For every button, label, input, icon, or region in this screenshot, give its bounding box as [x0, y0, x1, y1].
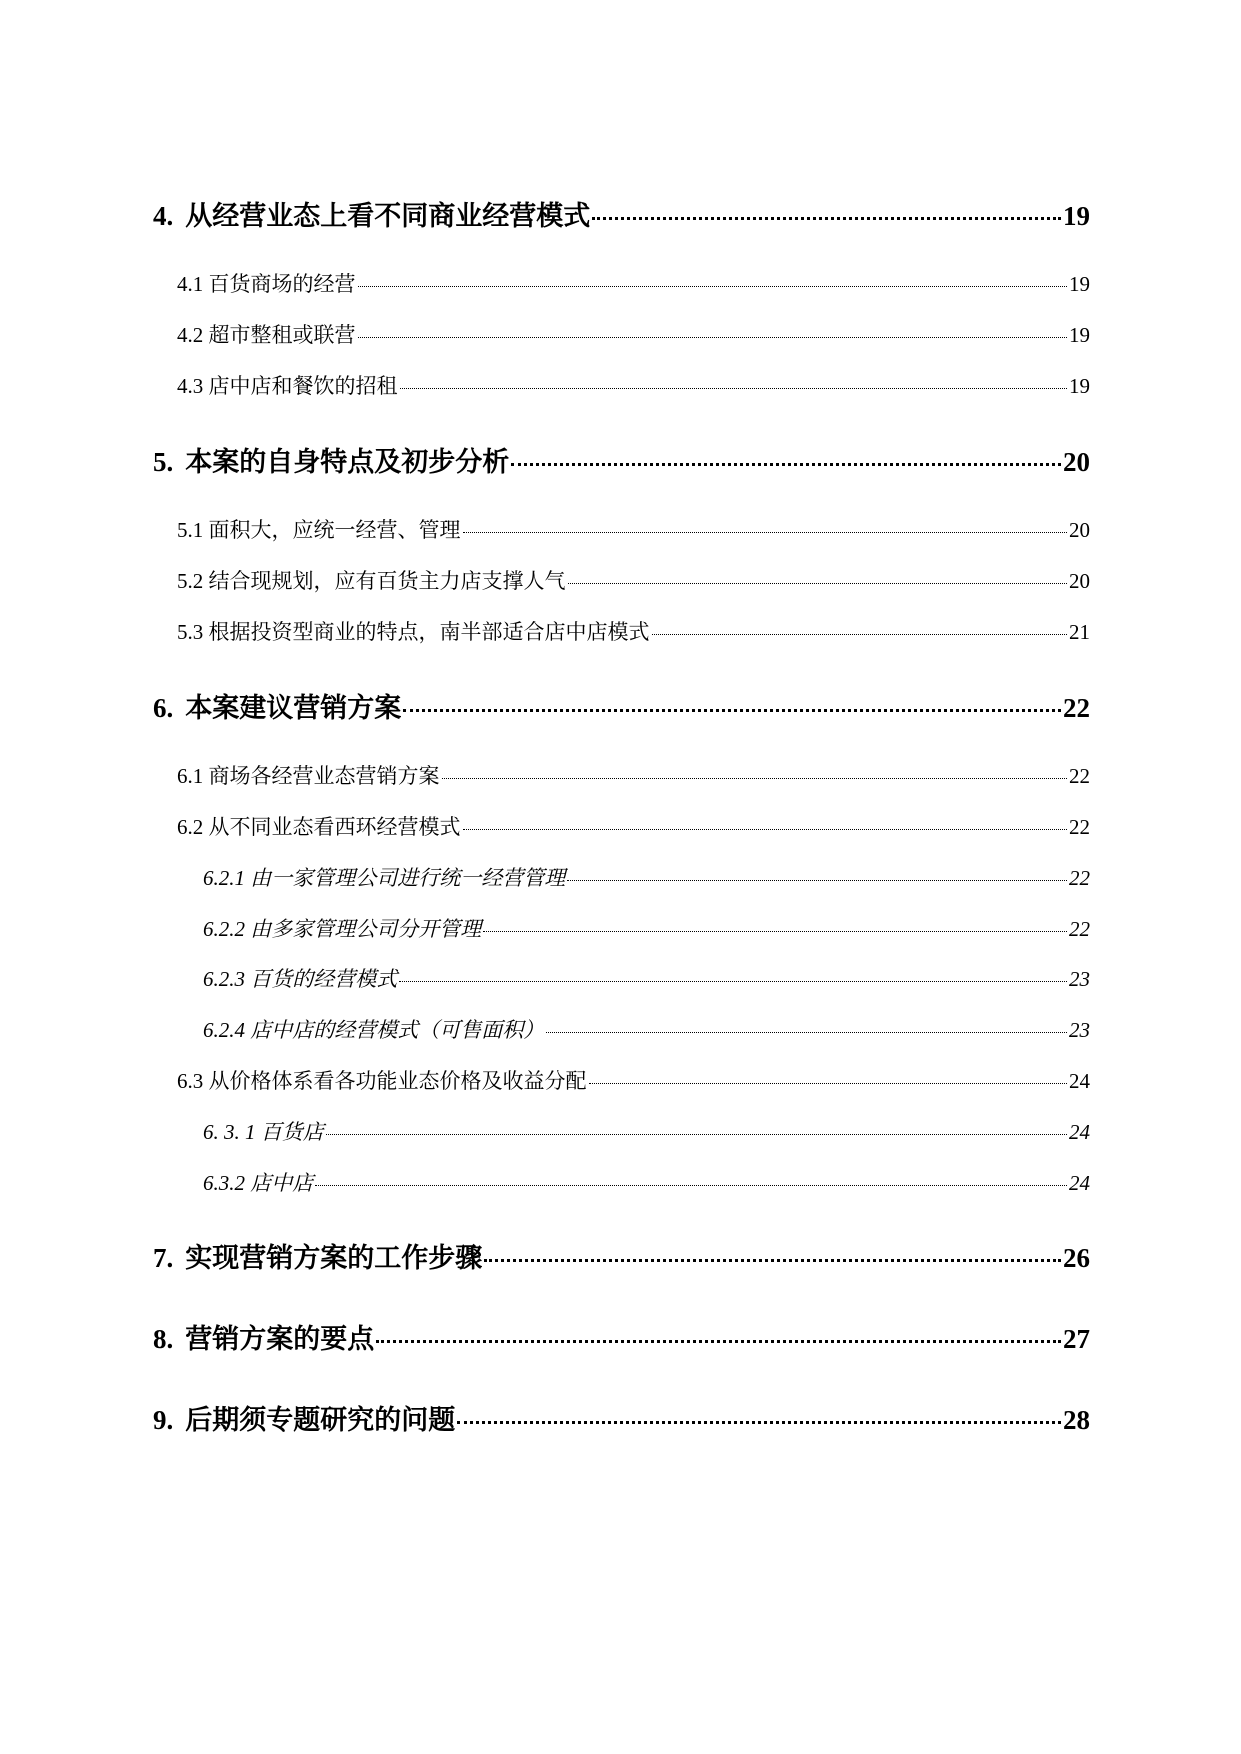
- dot-leader: [326, 1134, 1067, 1135]
- toc-entry-6-3[interactable]: [177, 1065, 1090, 1095]
- toc-entry-page: 24: [1069, 1171, 1090, 1195]
- toc-entry-title: 7. 实现营销方案的工作步骤: [153, 1243, 483, 1273]
- toc-entry-section-4[interactable]: [153, 194, 1090, 233]
- toc-entry-title: 6.2.4 店中店的经营模式（可售面积）: [203, 1018, 545, 1042]
- dot-leader: [546, 1032, 1067, 1033]
- toc-entry-4-3[interactable]: [177, 370, 1090, 400]
- dot-leader: [463, 829, 1068, 830]
- toc-entry-title: 4.2 超市整租或联营: [177, 323, 356, 347]
- toc-entry-title: 8. 营销方案的要点: [153, 1324, 375, 1354]
- dot-leader: [589, 1083, 1068, 1084]
- toc-entry-page: 21: [1069, 620, 1090, 644]
- toc-entry-page: 24: [1069, 1069, 1090, 1093]
- dot-leader: [511, 463, 1061, 466]
- dot-leader: [457, 1421, 1061, 1424]
- toc-entry-page: 19: [1069, 374, 1090, 398]
- dot-leader: [403, 709, 1061, 712]
- toc-entry-6-2-4[interactable]: [203, 1014, 1090, 1044]
- dot-leader: [442, 778, 1068, 779]
- toc-entry-title: 6.2.1 由一家管理公司进行统一经营管理: [203, 866, 566, 890]
- toc-entry-4-2[interactable]: [177, 319, 1090, 349]
- toc-entry-page: 20: [1069, 518, 1090, 542]
- toc-entry-page: 28: [1063, 1405, 1090, 1435]
- toc-entry-page: 20: [1069, 569, 1090, 593]
- toc-entry-6-3-1[interactable]: [203, 1116, 1090, 1146]
- dot-leader: [399, 981, 1067, 982]
- toc-entry-page: 19: [1069, 323, 1090, 347]
- toc-entry-page: 20: [1063, 447, 1090, 477]
- toc-entry-section-8[interactable]: [153, 1317, 1090, 1356]
- toc-entry-6-2[interactable]: [177, 811, 1090, 841]
- toc-entry-6-2-1[interactable]: [203, 862, 1090, 892]
- toc-entry-6-2-2[interactable]: [203, 913, 1090, 943]
- toc-entry-page: 22: [1069, 815, 1090, 839]
- toc-entry-title: 4.1 百货商场的经营: [177, 272, 356, 296]
- dot-leader: [358, 337, 1068, 338]
- dot-leader: [483, 931, 1067, 932]
- toc-entry-title: 6.3 从价格体系看各功能业态价格及收益分配: [177, 1069, 587, 1093]
- dot-leader: [592, 217, 1061, 220]
- toc-entry-section-9[interactable]: [153, 1398, 1090, 1437]
- dot-leader: [568, 583, 1068, 584]
- toc-entry-title: 4.3 店中店和餐饮的招租: [177, 374, 398, 398]
- toc-entry-title: 6. 3. 1 百货店: [203, 1120, 324, 1144]
- toc-entry-section-7[interactable]: [153, 1236, 1090, 1275]
- toc-entry-6-2-3[interactable]: [203, 963, 1090, 993]
- toc-entry-5-2[interactable]: [177, 565, 1090, 595]
- toc-entry-title: 5. 本案的自身特点及初步分析: [153, 447, 510, 477]
- dot-leader: [567, 880, 1067, 881]
- toc-entry-5-3[interactable]: [177, 616, 1090, 646]
- toc-entry-title: 6.2 从不同业态看西环经营模式: [177, 815, 461, 839]
- dot-leader: [315, 1185, 1067, 1186]
- toc-entry-6-1[interactable]: [177, 760, 1090, 790]
- toc-entry-5-1[interactable]: [177, 514, 1090, 544]
- toc-entry-page: 22: [1069, 866, 1090, 890]
- toc-entry-title: 6.2.3 百货的经营模式: [203, 967, 398, 991]
- dot-leader: [484, 1259, 1061, 1262]
- toc-entry-page: 22: [1069, 917, 1090, 941]
- toc-entry-section-6[interactable]: [153, 686, 1090, 725]
- toc-entry-title: 9. 后期须专题研究的问题: [153, 1405, 456, 1435]
- toc-entry-4-1[interactable]: [177, 268, 1090, 298]
- dot-leader: [376, 1340, 1061, 1343]
- toc-entry-page: 19: [1063, 201, 1090, 231]
- dot-leader: [400, 388, 1068, 389]
- toc-entry-title: 6.3.2 店中店: [203, 1171, 314, 1195]
- toc-entry-page: 26: [1063, 1243, 1090, 1273]
- toc-entry-title: 5.1 面积大，应统一经营、管理: [177, 518, 461, 542]
- toc-entry-title: 5.2 结合现规划，应有百货主力店支撑人气: [177, 569, 566, 593]
- toc-entry-title: 6. 本案建议营销方案: [153, 693, 402, 723]
- toc-entry-page: 23: [1069, 1018, 1090, 1042]
- dot-leader: [463, 532, 1068, 533]
- toc-entry-6-3-2[interactable]: [203, 1167, 1090, 1197]
- dot-leader: [652, 634, 1068, 635]
- dot-leader: [358, 286, 1068, 287]
- toc-entry-title: 5.3 根据投资型商业的特点，南半部适合店中店模式: [177, 620, 650, 644]
- toc-entry-page: 27: [1063, 1324, 1090, 1354]
- toc-entry-page: 22: [1063, 693, 1090, 723]
- toc-entry-title: 4. 从经营业态上看不同商业经营模式: [153, 201, 591, 231]
- toc-entry-page: 19: [1069, 272, 1090, 296]
- toc-entry-title: 6.1 商场各经营业态营销方案: [177, 764, 440, 788]
- toc-entry-page: 23: [1069, 967, 1090, 991]
- toc-entry-title: 6.2.2 由多家管理公司分开管理: [203, 917, 482, 941]
- toc-entry-page: 22: [1069, 764, 1090, 788]
- toc-entry-section-5[interactable]: [153, 440, 1090, 479]
- toc-entry-page: 24: [1069, 1120, 1090, 1144]
